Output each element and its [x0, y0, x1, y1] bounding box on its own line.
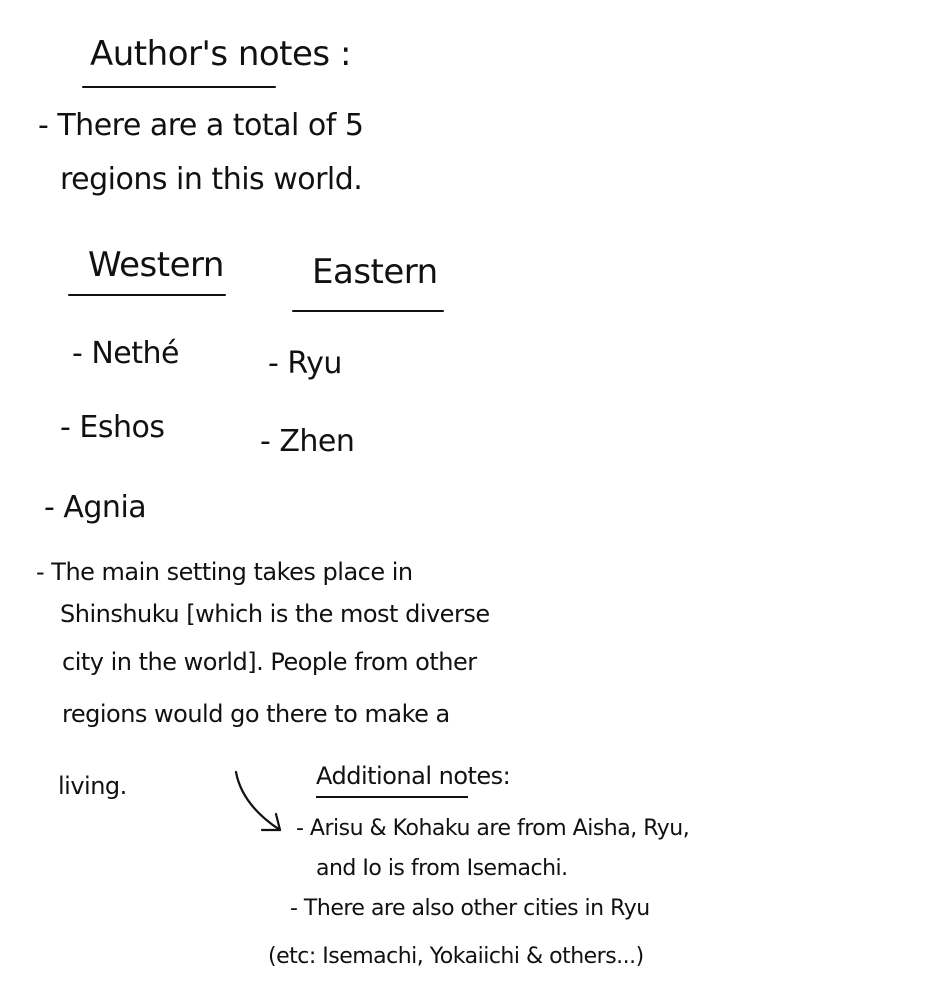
setting-line-3: city in the world]. People from other	[62, 648, 477, 676]
setting-line-1: - The main setting takes place in	[36, 558, 413, 586]
curved-arrow-icon	[232, 770, 292, 840]
intro-line-1: - There are a total of 5	[38, 108, 364, 143]
western-item-nethe: - Nethé	[72, 336, 179, 371]
additional-line-3: - There are also other cities in Ryu	[290, 896, 650, 921]
setting-line-2: Shinshuku [which is the most diverse	[60, 600, 490, 628]
western-heading: Western	[88, 245, 224, 285]
western-item-agnia: - Agnia	[44, 490, 147, 525]
additional-line-1: - Arisu & Kohaku are from Aisha, Ryu,	[296, 816, 690, 841]
western-underline	[68, 294, 226, 296]
additional-notes-heading: Additional notes:	[316, 762, 511, 790]
eastern-item-zhen: - Zhen	[260, 424, 355, 459]
intro-line-2: regions in this world.	[60, 162, 363, 197]
additional-line-4: (etc: Isemachi, Yokaiichi & others...)	[268, 944, 644, 969]
eastern-item-ryu: - Ryu	[268, 346, 342, 381]
title-underline	[82, 86, 276, 88]
setting-line-5: living.	[58, 772, 127, 800]
additional-notes-underline	[316, 796, 468, 798]
page-title: Author's notes :	[90, 34, 351, 74]
additional-line-2: and Io is from Isemachi.	[316, 856, 568, 881]
eastern-heading: Eastern	[312, 252, 438, 292]
setting-line-4: regions would go there to make a	[62, 700, 450, 728]
eastern-underline	[292, 310, 444, 312]
western-item-eshos: - Eshos	[60, 410, 165, 445]
